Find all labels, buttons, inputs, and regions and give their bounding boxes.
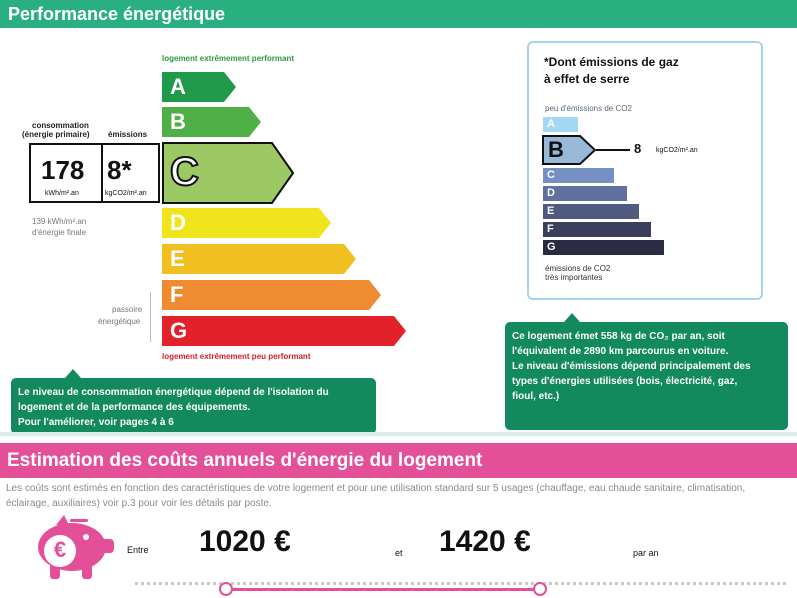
ges-band-g-letter: G [547,241,556,253]
ges-band-a [543,117,578,132]
emissions-callout-line4: types d'énergies utilisées (bois, électricité, gaz, [512,376,738,387]
ges-title-line2: à effet de serre [544,72,630,86]
consumption-callout-line1: Le niveau de consommation énergétique dépend de l'isolation du [18,387,329,398]
per-year-label: par an [633,548,659,558]
performance-title: Performance énergétique [8,4,226,24]
consumption-label: consommation [32,121,89,130]
ges-value: 8 [634,141,642,156]
performance-header [0,0,797,28]
ges-high-label: émissions de CO2 [545,264,611,273]
ges-low-label: peu d'émissions de CO2 [545,104,632,113]
emissions-unit: kgCO2/m².an [105,190,147,197]
ges-title-line1: *Dont émissions de gaz [544,55,679,69]
ges-title [544,54,744,88]
between-label: Entre [127,545,149,555]
dpe-bottom-label: logement extrêmement peu performant [162,352,311,361]
consumption-callout-line3: Pour l'améliorer, voir pages 4 à 6 [18,417,174,428]
cost-range-fill [227,588,541,591]
cost-range-track [135,582,786,585]
consumption-unit: kWh/m².an [45,190,79,197]
consumption-value: 178 [41,155,85,185]
max-cost-value: 1420 € [439,525,531,558]
dpe-band-d-letter: D [170,210,186,235]
ges-band-f [543,222,651,237]
passoire-label: passoire [112,305,143,314]
ges-band-b-letter: B [548,137,564,162]
section-divider [0,432,797,436]
final-energy-label: d'énergie finale [32,228,87,237]
emissions-callout-line2: l'équivalent de 2890 km parcourus en voiture. [512,346,729,357]
dpe-band-a [162,72,236,102]
costs-title: Estimation des coûts annuels d'énergie du logement [7,450,483,471]
dpe-band-f [162,280,381,310]
dpe-band-b-letter: B [170,109,186,134]
dpe-band-g [162,316,406,346]
emissions-callout [505,322,788,430]
emissions-label: émissions [108,130,148,139]
ges-band-e-letter: E [547,205,555,217]
passoire-label-2: énergétique [98,317,141,326]
ges-band-c [543,168,614,183]
consumption-value-box [29,143,160,203]
dpe-band-a-letter: A [170,74,186,99]
ges-band-b-selected [542,135,596,170]
dpe-top-label: logement extrêmement performant [162,54,295,63]
consumption-callout [11,378,376,434]
costs-description: Les coûts sont estimés en fonction des caractéristiques de votre logement et pour une utilisation standard sur 5 usages (chauffage, eau chaude sanitaire, climatisation, éclairage, auxiliaires) voir p.3 pour voir les détails par poste. [6,483,746,509]
min-cost-value: 1020 € [199,525,291,558]
primary-energy-label: (énergie primaire) [22,130,90,139]
dpe-band-f-letter: F [170,282,184,307]
value-divider [101,145,103,201]
emissions-value: 8* [107,155,132,185]
min-cost-marker [219,582,233,596]
dpe-band-c-selected [162,142,294,204]
and-label: et [395,548,403,558]
passoire-marker [150,292,151,342]
ges-unit: kgCO2/m².an [656,147,698,154]
dpe-band-e [162,244,356,274]
emissions-callout-line1: Ce logement émet 558 kg de CO₂ par an, soit [512,331,725,342]
ges-high-label-2: très importantes [545,273,603,282]
ges-band-e [543,204,639,219]
consumption-callout-line2: logement et de la performance des équipements. [18,402,251,413]
ges-band-d-letter: D [547,187,555,199]
euro-symbol: € [53,537,67,562]
emissions-callout-line5: fioul, etc.) [512,391,560,402]
ges-value-pointer [596,149,630,151]
dpe-band-d [162,208,331,238]
costs-header [0,443,797,478]
dpe-band-g-letter: G [170,318,188,343]
emissions-callout-line3: Le niveau d'émissions dépend principalement des [512,361,751,372]
max-cost-marker [533,582,547,596]
ges-band-c-letter: C [547,169,555,181]
piggy-bank-icon [26,515,122,588]
ges-band-f-letter: F [547,223,554,235]
dpe-band-b [162,107,261,137]
ges-band-d [543,186,627,201]
dpe-band-c-letter: C [170,150,199,194]
ges-band-a-letter: A [547,118,555,130]
dpe-band-e-letter: E [170,246,185,271]
final-energy-value: 139 kWh/m².an [32,217,87,226]
ges-band-g [543,240,664,255]
